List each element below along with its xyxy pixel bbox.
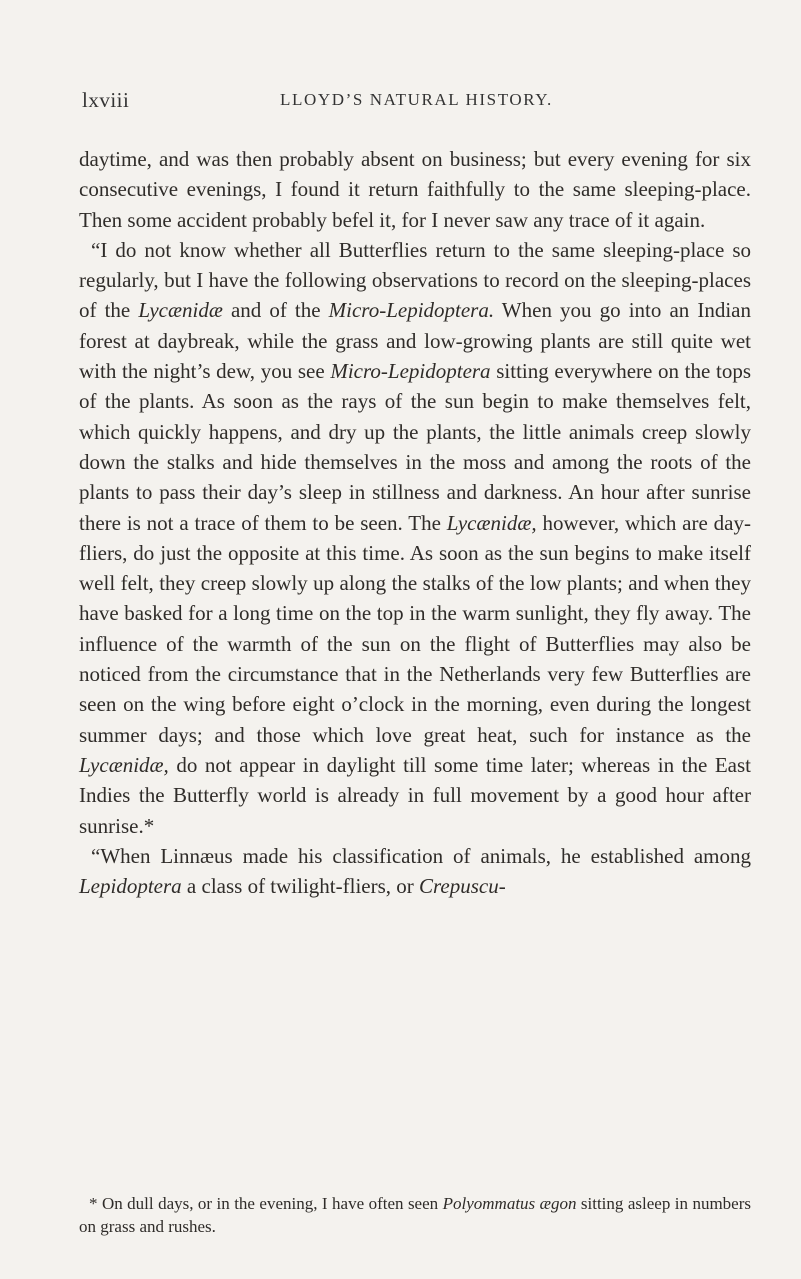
italic-term-micro-lepidoptera-2: Micro-Lepidoptera xyxy=(330,359,491,384)
running-head: LLOYD’S NATURAL HISTORY. xyxy=(280,90,553,109)
paragraph-3-text-a: “When Linnæus made his classification of animals, he established among xyxy=(91,843,751,868)
paragraph-1 xyxy=(79,144,751,235)
page-number: lxviii xyxy=(82,88,130,112)
italic-term-micro-lepidoptera: Micro-Lepidoptera. xyxy=(328,298,495,323)
footnote-text xyxy=(79,1192,751,1238)
italic-term-polyommatus: Polyommatus ægon xyxy=(442,1194,577,1213)
paragraph-2-text-b: and of the xyxy=(222,298,329,323)
italic-term-lycaenidae-2: Lycænidæ, xyxy=(446,510,537,535)
paragraph-1-text: daytime, and was then probably absent on business; but every evening for six consecutive evenings, I found it return faithfully to the same sleeping-place. Then some accident probably befel it, for I never saw any trace of it again. xyxy=(79,147,751,232)
body-text xyxy=(79,144,751,901)
page-header xyxy=(82,82,762,122)
paragraph-2 xyxy=(79,235,751,841)
footnote-text-b: sitting asleep in numbers on grass and rushes. xyxy=(79,1194,751,1236)
footnote-text-a: * On dull days, or in the evening, I have often seen xyxy=(89,1194,443,1213)
paragraph-3 xyxy=(79,841,751,902)
italic-term-lycaenidae-3: Lycænidæ, xyxy=(79,752,169,777)
paragraph-2-text-d: sitting everywhere on the tops of the plants. As soon as the rays of the sun begin to make themselves felt, which quickly happens, and dry up the plants, the little animals creep slowly down the stalks and hide themselves in the moss and among the roots of the plants to pass their day’s sleep in stillness and darkness. An hour after sunrise there is not a trace of them to be seen. The xyxy=(79,359,752,535)
italic-term-lepidoptera: Lepidoptera xyxy=(79,874,182,899)
paragraph-3-text-b: a class of twilight-fliers, or xyxy=(181,874,420,899)
paragraph-2-text-a: “I do not know whether all Butterflies return to the same sleeping-place so regularly, but I have the following observations to record on the sleeping-places of the xyxy=(79,237,751,323)
paragraph-2-text-f: do not appear in daylight till some time later; whereas in the East Indies the Butterfly world is already in full movement by a good hour after sunrise.* xyxy=(79,752,751,838)
footnote xyxy=(79,1192,751,1238)
italic-term-crepuscu: Crepuscu- xyxy=(419,874,506,899)
paragraph-2-text-e: however, which are day-fliers, do just the opposite at this time. As soon as the sun begins to make itself well felt, they creep slowly up along the stalks of the low plants; and when they have basked for a long time on the top in the warm sunlight, they fly away. The influence of the warmth of the sun on the flight of Butterflies may also be noticed from the circumstance that in the Netherlands very few Butterflies are seen on the wing before eight o’clock in the morning, even during the longest summer days; and those which love great heat, such for instance as the xyxy=(79,510,751,747)
italic-term-lycaenidae: Lycænidæ xyxy=(138,298,223,323)
paragraph-2-text-c: When you go into an Indian forest at daybreak, while the grass and low-growing plants are still quite wet with the night’s dew, you see xyxy=(79,298,751,384)
